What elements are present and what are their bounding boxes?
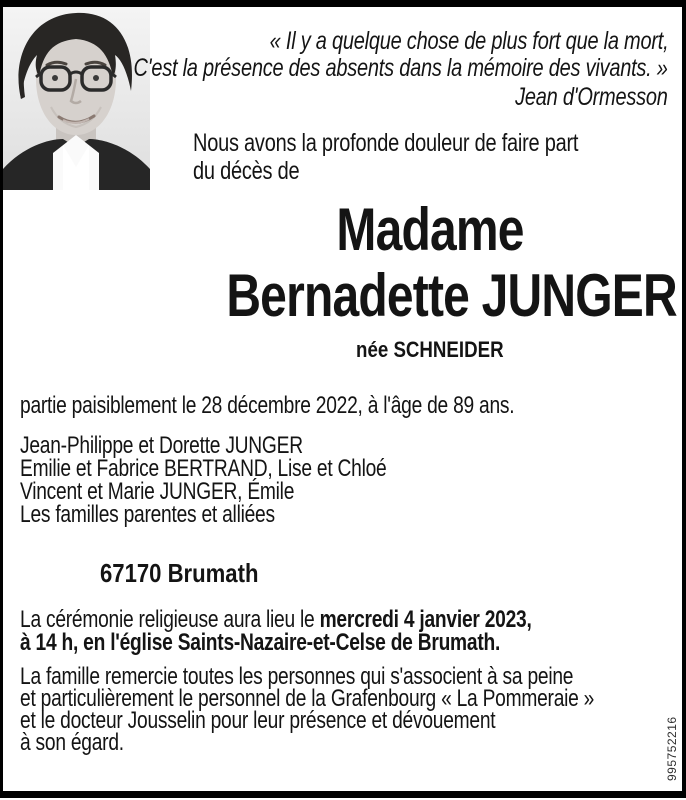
frame-top [0,0,686,7]
quote-line [0,28,668,55]
family-line: Emilie et Fabrice BERTRAND, Lise et Chloé [20,455,387,482]
family-line: Vincent et Marie JUNGER, Émile [20,478,295,505]
ceremony-line [20,608,659,631]
family-line: Les familles parentes et alliées [20,501,275,528]
address-line: 67170 Brumath [100,558,259,588]
thanks-line: à son égard. [20,729,124,756]
family-list [20,434,478,526]
announcement-intro [193,129,675,185]
deceased-title: Madame [336,196,524,263]
thanks-line: et le docteur Jousselin pour leur présence et dévouement [20,707,496,734]
quote-attribution: Jean d'Ormesson [515,83,668,111]
quote-line-text: « Il y a quelque chose de plus fort que la mort, [269,27,668,55]
ceremony-paragraph [20,608,659,654]
ceremony-text-normal: La cérémonie religieuse aura lieu le [20,606,320,633]
family-line: Jean-Philippe et Dorette JUNGER [20,432,303,459]
death-date-line: partie paisiblement le 28 décembre 2022, à l'âge de 89 ans. [20,392,515,419]
maiden-name: née SCHNEIDER [356,337,504,362]
thanks-line: La famille remercie toutes les personnes qui s'associent à sa peine [20,663,574,690]
ceremony-line [20,631,659,654]
frame-bottom [0,791,686,798]
ceremony-place: à 14 h, en l'église Saints-Nazaire-et-Celse de Brumath. [20,629,501,656]
quote-line [0,55,668,82]
intro-line: Nous avons la profonde douleur de faire part [193,129,579,157]
deceased-name: Bernadette JUNGER [226,262,677,329]
thanks-line: et particulièrement le personnel de la Grafenbourg « La Pommeraie » [20,685,595,712]
epigraph-quote [0,28,668,111]
ceremony-date: mercredi 4 janvier 2023, [319,606,532,633]
deceased-name-block [170,197,686,363]
intro-line: du décès de [193,157,300,185]
quote-line-text: C'est la présence des absents dans la mémoire des vivants. » [133,54,668,82]
thanks-paragraph [20,663,686,756]
reference-number: 995752216 [665,716,679,781]
